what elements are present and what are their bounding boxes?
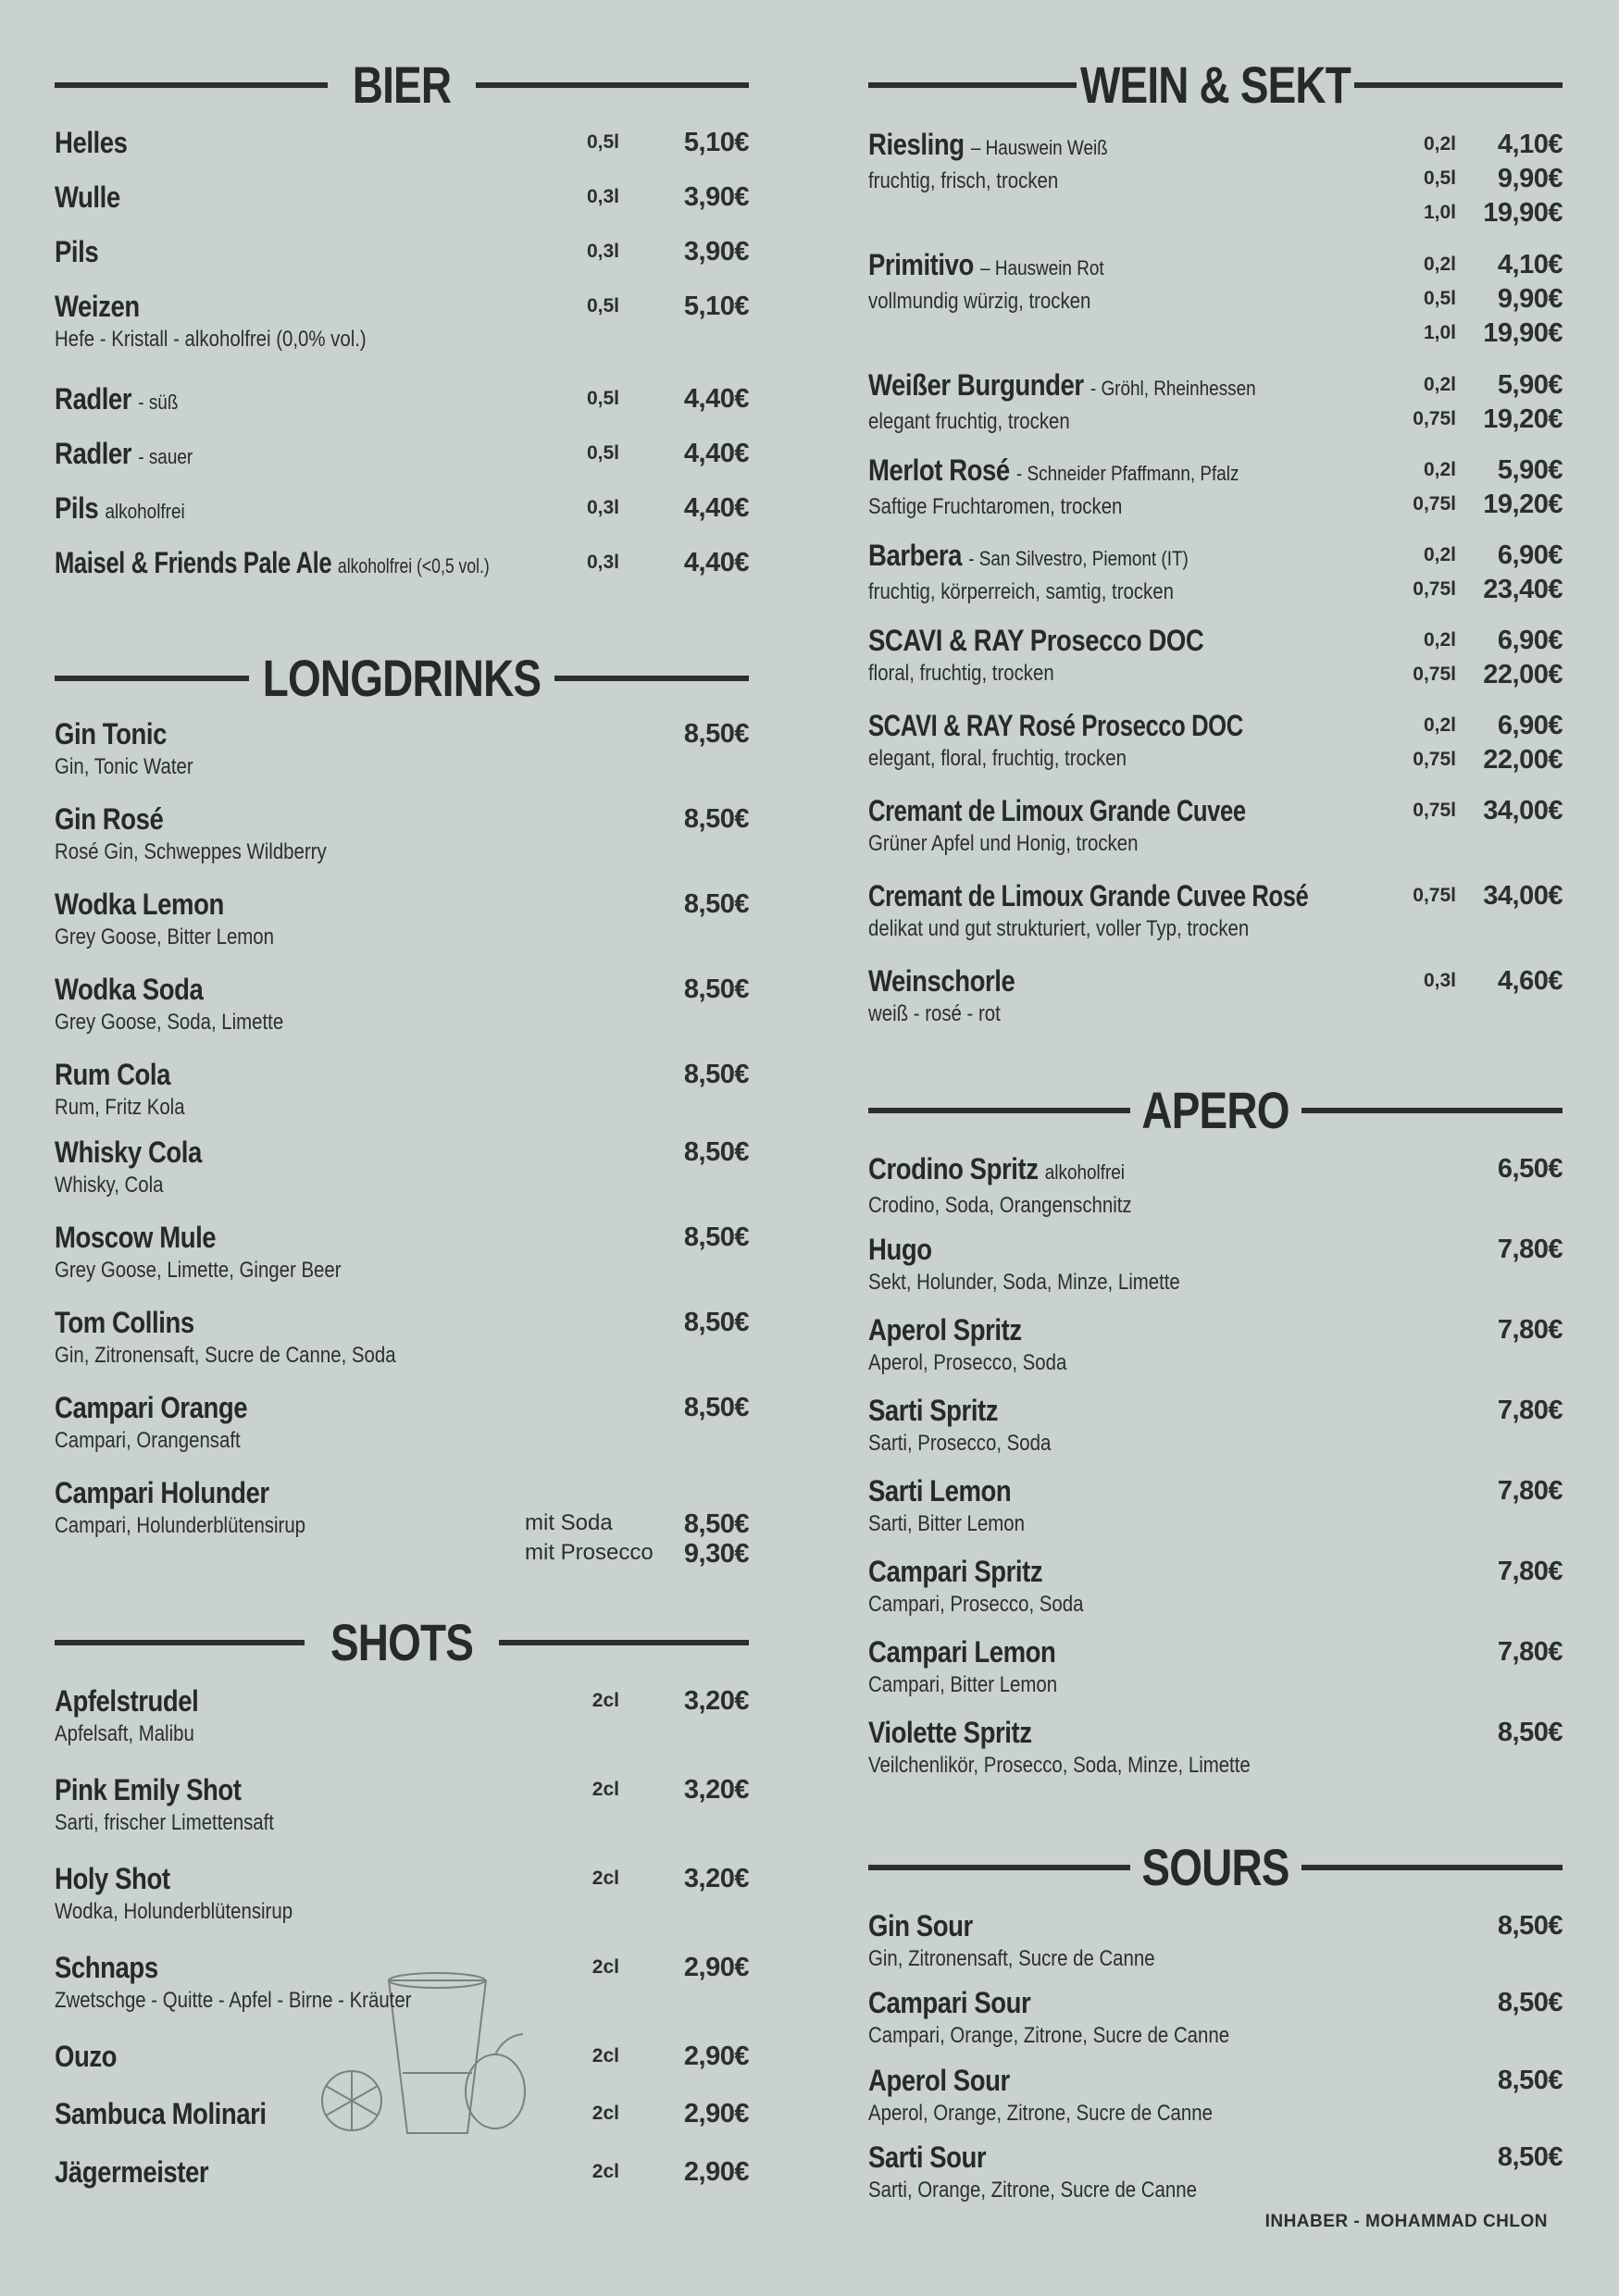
item-title: SCAVI & RAY Prosecco DOC	[868, 624, 1204, 657]
item-name	[55, 288, 140, 325]
item-size: 0,75l	[1413, 885, 1456, 906]
item-size: 0,2l	[1423, 459, 1456, 480]
item-price: 2,90€	[683, 2042, 749, 2071]
item-price: 34,00€	[1483, 881, 1563, 911]
item-desc: Wodka, Holunderblütensirup	[55, 1899, 293, 1924]
item-size: 2cl	[592, 1868, 619, 1889]
item-desc: Gin, Tonic Water	[55, 754, 193, 779]
item-name	[868, 126, 1108, 167]
longdrink-item	[55, 1219, 749, 1285]
apero-item	[868, 1150, 1563, 1221]
item-price: 7,80€	[1497, 1637, 1563, 1667]
item-title: Wodka Soda	[55, 973, 204, 1006]
item-name	[55, 544, 490, 585]
item-price: 8,50€	[1497, 2142, 1563, 2172]
longdrink-item	[55, 971, 749, 1037]
apero-item	[868, 1311, 1563, 1378]
item-name	[868, 877, 1308, 914]
item-size: 0,2l	[1423, 714, 1456, 736]
item-title: Cremant de Limoux Grande Cuvee Rosé	[868, 879, 1309, 912]
item-price: 2,90€	[683, 1953, 749, 1982]
bier-section	[55, 57, 749, 113]
item-price: 8,50€	[683, 1308, 749, 1337]
item-price: 8,50€	[683, 1509, 749, 1539]
item-name	[868, 707, 1243, 744]
item-name	[868, 1472, 1011, 1509]
item-name	[868, 1231, 932, 1268]
item-name	[55, 2095, 267, 2132]
item-name	[868, 537, 1189, 577]
apero-item	[868, 1553, 1563, 1620]
longdrink-item	[55, 1474, 749, 1569]
item-title: Whisky Cola	[55, 1136, 202, 1169]
item-note: - Schneider Pfaffmann, Pfalz	[1015, 462, 1239, 485]
item-title: Ouzo	[55, 2040, 118, 2073]
shots-header	[55, 1615, 749, 1670]
item-title: Radler	[55, 382, 132, 416]
item-note: - sauer	[138, 445, 193, 468]
item-title: Gin Rosé	[55, 802, 164, 836]
item-name	[868, 792, 1246, 829]
apero-section	[868, 1083, 1563, 1138]
item-name	[868, 452, 1239, 492]
item-price: 8,50€	[1497, 2066, 1563, 2095]
longdrink-item	[55, 1389, 749, 1456]
item-size: 0,2l	[1423, 133, 1456, 155]
item-desc: Rum, Fritz Kola	[55, 1095, 185, 1120]
item-title: Weißer Burgunder	[868, 368, 1084, 402]
item-price: 22,00€	[1483, 660, 1563, 689]
longdrinks-header	[55, 651, 749, 706]
item-name	[55, 800, 163, 838]
item-name	[55, 1134, 202, 1171]
item-title: Sambuca Molinari	[55, 2097, 267, 2130]
item-price: 7,80€	[1497, 1557, 1563, 1586]
item-name	[55, 233, 98, 270]
item-title: Helles	[55, 126, 128, 159]
item-name	[868, 622, 1203, 659]
item-desc: Aperol, Prosecco, Soda	[868, 1350, 1067, 1375]
wein-section	[868, 57, 1563, 113]
longdrink-item	[55, 886, 749, 952]
beer-item	[55, 490, 749, 530]
item-price: 5,90€	[1497, 370, 1563, 400]
item-name	[868, 246, 1104, 287]
item-price: 8,50€	[683, 804, 749, 834]
item-price: 8,50€	[683, 889, 749, 919]
item-size: 0,75l	[1413, 578, 1456, 600]
item-price: 6,50€	[1497, 1154, 1563, 1184]
item-desc: elegant, floral, fruchtig, trocken	[868, 746, 1127, 771]
item-name	[55, 124, 128, 161]
item-price: 6,90€	[1497, 711, 1563, 740]
item-price: 4,10€	[1497, 130, 1563, 159]
item-title: Rum Cola	[55, 1058, 170, 1091]
item-title: Holy Shot	[55, 1862, 170, 1895]
item-desc: Sarti, frischer Limettensaft	[55, 1810, 274, 1835]
item-desc: Gin, Zitronensaft, Sucre de Canne	[868, 1946, 1155, 1971]
item-price: 4,40€	[683, 384, 749, 414]
item-price: 4,40€	[683, 548, 749, 577]
longdrink-item	[55, 800, 749, 867]
item-name	[55, 179, 120, 216]
item-price: 3,20€	[683, 1686, 749, 1716]
beer-item	[55, 124, 749, 161]
item-title: Gin Sour	[868, 1909, 973, 1942]
item-title: Crodino Spritz	[868, 1152, 1039, 1185]
item-note: - Gröhl, Rheinhessen	[1090, 377, 1256, 400]
cocktail-sketch-icon	[315, 1962, 528, 2147]
item-size: 0,2l	[1423, 254, 1456, 275]
item-size: 0,2l	[1423, 544, 1456, 565]
item-price: 8,50€	[1497, 1911, 1563, 1941]
sours-title: SOURS	[1141, 1838, 1289, 1896]
item-price: 3,90€	[683, 237, 749, 267]
item-price: 4,60€	[1497, 966, 1563, 996]
beer-item	[55, 233, 749, 270]
item-price: 8,50€	[1497, 1718, 1563, 1747]
item-title: Weinschorle	[868, 964, 1015, 998]
item-size: 0,75l	[1413, 800, 1456, 821]
wine-item	[868, 537, 1563, 607]
item-price: 23,40€	[1483, 575, 1563, 604]
longdrink-item	[55, 1134, 749, 1200]
longdrinks-title: LONGDRINKS	[262, 649, 542, 707]
item-name	[868, 1553, 1042, 1590]
item-size: 1,0l	[1423, 202, 1456, 223]
item-note: – Hauswein Rot	[980, 256, 1104, 279]
item-size: 0,3l	[586, 552, 619, 573]
sour-item	[868, 2139, 1563, 2205]
item-price-2: 9,30€	[683, 1539, 749, 1569]
item-desc: Apfelsaft, Malibu	[55, 1721, 194, 1746]
item-size: 0,75l	[1413, 749, 1456, 770]
option-prosecco: mit Prosecco	[525, 1540, 654, 1565]
longdrink-item	[55, 1304, 749, 1371]
item-desc: Campari, Orange, Zitrone, Sucre de Canne	[868, 2023, 1230, 2048]
item-price: 7,80€	[1497, 1315, 1563, 1345]
item-size: 2cl	[592, 1779, 619, 1800]
item-name	[868, 1633, 1055, 1670]
item-size: 2cl	[592, 2045, 619, 2066]
item-size: 0,5l	[586, 442, 619, 464]
item-price: 8,50€	[683, 1060, 749, 1089]
item-size: 1,0l	[1423, 322, 1456, 343]
item-size: 0,2l	[1423, 374, 1456, 395]
apero-item	[868, 1714, 1563, 1781]
item-size: 0,3l	[586, 186, 619, 207]
sour-item	[868, 1984, 1563, 2051]
item-title: Merlot Rosé	[868, 453, 1010, 487]
item-name	[868, 366, 1256, 407]
item-desc: Gin, Zitronensaft, Sucre de Canne, Soda	[55, 1343, 396, 1368]
item-size: 0,5l	[586, 295, 619, 316]
beer-item	[55, 544, 749, 585]
item-size: 2cl	[592, 2103, 619, 2124]
item-size: 0,2l	[1423, 629, 1456, 651]
item-price: 19,90€	[1483, 318, 1563, 348]
item-name	[55, 380, 178, 421]
item-desc: Grüner Apfel und Honig, trocken	[868, 831, 1139, 856]
item-title: Pink Emily Shot	[55, 1773, 242, 1806]
item-price: 8,50€	[683, 974, 749, 1004]
item-price: 3,90€	[683, 182, 749, 212]
item-name	[55, 1771, 242, 1808]
item-title: Weizen	[55, 290, 140, 323]
item-title: Hugo	[868, 1233, 932, 1266]
item-name	[55, 2038, 117, 2075]
item-size: 0,75l	[1413, 664, 1456, 685]
apero-item	[868, 1231, 1563, 1297]
sours-header	[868, 1840, 1563, 1895]
item-desc: Sarti, Prosecco, Soda	[868, 1431, 1052, 1456]
item-size: 0,75l	[1413, 408, 1456, 429]
item-price: 19,20€	[1483, 404, 1563, 434]
item-title: Wulle	[55, 180, 120, 214]
item-name	[55, 490, 185, 530]
item-price: 8,50€	[683, 1393, 749, 1422]
item-name	[55, 971, 203, 1008]
item-title: SCAVI & RAY Rosé Prosecco DOC	[868, 709, 1243, 742]
item-size: 0,5l	[1423, 288, 1456, 309]
beer-item	[55, 288, 749, 354]
item-price: 3,20€	[683, 1864, 749, 1893]
item-title: Tom Collins	[55, 1306, 194, 1339]
item-desc: Saftige Fruchtaromen, trocken	[868, 494, 1123, 519]
item-price: 5,10€	[683, 292, 749, 321]
sours-section	[868, 1840, 1563, 1895]
item-desc: Hefe - Kristall - alkoholfrei (0,0% vol.)	[55, 327, 367, 352]
item-name	[868, 1984, 1030, 2021]
item-title: Wodka Lemon	[55, 887, 224, 921]
item-price: 8,50€	[683, 1222, 749, 1252]
apero-header	[868, 1083, 1563, 1138]
item-desc: Sarti, Bitter Lemon	[868, 1511, 1025, 1536]
item-desc: fruchtig, körperreich, samtig, trocken	[868, 579, 1174, 604]
item-desc: Sarti, Orange, Zitrone, Sucre de Canne	[868, 2178, 1197, 2203]
item-size: 2cl	[592, 1690, 619, 1711]
wine-item	[868, 246, 1563, 348]
sour-item	[868, 1907, 1563, 1974]
item-desc: Rosé Gin, Schweppes Wildberry	[55, 839, 327, 864]
item-title: Campari Lemon	[868, 1635, 1056, 1669]
option-soda: mit Soda	[525, 1510, 613, 1535]
wine-item	[868, 707, 1563, 774]
wine-item	[868, 622, 1563, 689]
item-price: 34,00€	[1483, 796, 1563, 825]
item-size: 2cl	[592, 2161, 619, 2182]
item-name	[55, 435, 193, 476]
item-price: 4,10€	[1497, 250, 1563, 279]
item-size: 0,3l	[586, 497, 619, 518]
item-desc: Grey Goose, Bitter Lemon	[55, 925, 274, 949]
shot-item	[55, 1860, 749, 1927]
item-note: alkoholfrei	[1044, 1160, 1126, 1184]
wein-header	[868, 57, 1563, 113]
wein-title: WEIN & SEKT	[1079, 56, 1351, 114]
item-title: Sarti Sour	[868, 2141, 987, 2174]
item-price: 9,90€	[1497, 164, 1563, 193]
longdrink-item	[55, 1056, 749, 1123]
bier-header	[55, 57, 749, 113]
item-desc: delikat und gut strukturiert, voller Typ, trocken	[868, 916, 1250, 941]
item-price: 7,80€	[1497, 1396, 1563, 1425]
item-name	[868, 962, 1015, 999]
item-desc: Zwetschge - Quitte - Apfel - Birne - Kräuter	[55, 1988, 412, 2013]
item-title: Riesling	[868, 128, 965, 161]
item-note: – Hauswein Weiß	[970, 136, 1108, 159]
item-name	[55, 2153, 208, 2191]
item-price: 7,80€	[1497, 1476, 1563, 1506]
item-title: Maisel & Friends Pale Ale	[55, 546, 332, 579]
item-desc: floral, fruchtig, trocken	[868, 661, 1054, 686]
owner-footer: INHABER - MOHAMMAD CHLON	[1264, 2212, 1548, 2231]
item-note: alkoholfrei (<0,5 vol.)	[337, 554, 490, 577]
apero-title: APERO	[1141, 1081, 1289, 1139]
apero-item	[868, 1392, 1563, 1458]
item-size: 0,3l	[1423, 970, 1456, 991]
item-title: Pils	[55, 491, 99, 525]
item-price: 5,90€	[1497, 455, 1563, 485]
item-title: Violette Spritz	[868, 1716, 1032, 1749]
item-title: Cremant de Limoux Grande Cuvee	[868, 794, 1246, 827]
item-name	[868, 1150, 1125, 1191]
item-desc: vollmundig würzig, trocken	[868, 289, 1091, 314]
item-title: Sarti Lemon	[868, 1474, 1012, 1508]
item-title: Primitivo	[868, 248, 974, 281]
item-name	[55, 1949, 158, 1986]
apero-item	[868, 1472, 1563, 1539]
item-name	[55, 1304, 194, 1341]
item-price: 6,90€	[1497, 540, 1563, 570]
item-desc: Veilchenlikör, Prosecco, Soda, Minze, Limette	[868, 1753, 1251, 1778]
item-name	[868, 2139, 986, 2176]
wine-item	[868, 792, 1563, 859]
item-size: 0,75l	[1413, 493, 1456, 515]
item-price: 3,20€	[683, 1775, 749, 1805]
item-name	[55, 1056, 170, 1093]
item-title: Radler	[55, 437, 132, 470]
wine-item	[868, 877, 1563, 944]
item-name	[868, 1311, 1022, 1348]
shot-item	[55, 1771, 749, 1838]
shots-title: SHOTS	[330, 1613, 474, 1671]
item-name	[55, 1389, 247, 1426]
shot-item	[55, 1682, 749, 1749]
item-title: Moscow Mule	[55, 1221, 217, 1254]
item-size: 0,3l	[586, 241, 619, 262]
item-title: Campari Spritz	[868, 1555, 1043, 1588]
item-name	[55, 1682, 198, 1719]
item-title: Aperol Sour	[868, 2064, 1010, 2097]
item-title: Pils	[55, 235, 99, 268]
wine-item	[868, 126, 1563, 228]
item-price: 22,00€	[1483, 745, 1563, 775]
item-desc: elegant fruchtig, trocken	[868, 409, 1070, 434]
longdrinks-section	[55, 651, 749, 706]
item-name	[55, 1219, 216, 1256]
item-price: 7,80€	[1497, 1235, 1563, 1264]
item-price: 4,40€	[683, 439, 749, 468]
item-price: 5,10€	[683, 128, 749, 157]
shot-item	[55, 2153, 749, 2191]
item-desc: fruchtig, frisch, trocken	[868, 168, 1059, 193]
beer-item	[55, 435, 749, 476]
item-title: Jägermeister	[55, 2155, 209, 2189]
item-price: 9,90€	[1497, 284, 1563, 314]
item-title: Campari Sour	[868, 1986, 1031, 2019]
item-price: 8,50€	[683, 719, 749, 749]
item-desc: Grey Goose, Soda, Limette	[55, 1010, 284, 1035]
item-price: 2,90€	[683, 2099, 749, 2128]
item-title: Sarti Spritz	[868, 1394, 999, 1427]
item-note: - San Silvestro, Piemont (IT)	[968, 547, 1189, 570]
item-price: 8,50€	[683, 1137, 749, 1167]
bier-title: BIER	[352, 56, 452, 114]
item-price: 2,90€	[683, 2157, 749, 2187]
item-price: 4,40€	[683, 493, 749, 523]
item-name	[55, 1860, 170, 1897]
shots-section	[55, 1615, 749, 1670]
item-desc: Grey Goose, Limette, Ginger Beer	[55, 1258, 342, 1283]
item-title: Gin Tonic	[55, 717, 167, 751]
item-desc: Campari, Orangensaft	[55, 1428, 241, 1453]
item-desc: Campari, Holunderblütensirup	[55, 1513, 306, 1538]
item-title: Campari Orange	[55, 1391, 248, 1424]
item-size: 0,5l	[586, 388, 619, 409]
item-title: Schnaps	[55, 1951, 158, 1984]
item-note: alkoholfrei	[105, 500, 185, 523]
item-name	[868, 2062, 1010, 2099]
wine-item	[868, 962, 1563, 1029]
item-title: Apfelstrudel	[55, 1684, 199, 1718]
item-name	[55, 715, 167, 752]
item-title: Barbera	[868, 539, 963, 572]
item-desc: Crodino, Soda, Orangenschnitz	[868, 1193, 1132, 1218]
item-price: 19,90€	[1483, 198, 1563, 228]
item-size: 2cl	[592, 1956, 619, 1978]
item-desc: Sekt, Holunder, Soda, Minze, Limette	[868, 1270, 1180, 1295]
item-price: 19,20€	[1483, 490, 1563, 519]
item-price: 6,90€	[1497, 626, 1563, 655]
longdrink-item	[55, 715, 749, 782]
item-desc: Campari, Prosecco, Soda	[868, 1592, 1084, 1617]
wine-item	[868, 366, 1563, 437]
beer-item	[55, 179, 749, 216]
item-title: Campari Holunder	[55, 1476, 269, 1509]
item-title: Aperol Spritz	[868, 1313, 1022, 1347]
item-name	[868, 1714, 1032, 1751]
item-desc: Whisky, Cola	[55, 1173, 164, 1198]
item-name	[868, 1392, 998, 1429]
item-desc: weiß - rosé - rot	[868, 1001, 1001, 1026]
item-desc: Campari, Bitter Lemon	[868, 1672, 1058, 1697]
item-price: 8,50€	[1497, 1988, 1563, 2017]
item-name	[55, 886, 224, 923]
item-name	[868, 1907, 973, 1944]
item-note: - süß	[138, 391, 179, 414]
item-size: 0,5l	[586, 131, 619, 153]
item-name	[55, 1474, 269, 1511]
apero-item	[868, 1633, 1563, 1700]
wine-item	[868, 452, 1563, 522]
item-desc: Aperol, Orange, Zitrone, Sucre de Canne	[868, 2101, 1213, 2126]
item-size: 0,5l	[1423, 168, 1456, 189]
sour-item	[868, 2062, 1563, 2128]
beer-item	[55, 380, 749, 421]
